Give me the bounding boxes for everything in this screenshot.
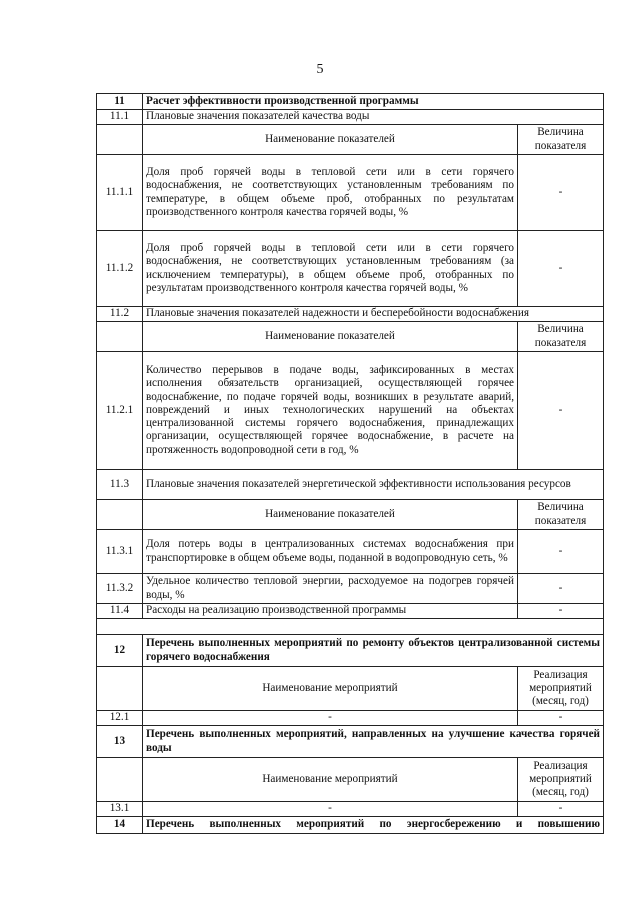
row-number: 13.1: [97, 802, 143, 817]
section-title: Плановые значения показателей надежности и бесперебойности водоснабжения: [143, 307, 604, 322]
indicator-row: [97, 231, 604, 307]
activity-row: [97, 711, 604, 726]
indicator-row: [97, 155, 604, 231]
indicator-text: Доля потерь воды в централизованных системах водоснабжения при транспортировке в общем объеме воды, поданной в водопроводную сеть, %: [143, 530, 518, 574]
page-number: 5: [316, 62, 324, 77]
section-11-4-row: [97, 604, 604, 619]
row-number: 13: [97, 726, 143, 758]
section-11-2-row: [97, 307, 604, 322]
row-number: 11.1.1: [97, 155, 143, 231]
column-header-row: [97, 322, 604, 352]
section-title: Плановые значения показателей энергетической эффективности использования ресурсов: [143, 470, 604, 500]
indicator-row: [97, 352, 604, 470]
indicator-row: [97, 574, 604, 604]
row-number: 11: [97, 94, 143, 110]
indicator-value: -: [518, 231, 604, 307]
header-name: Наименование показателей: [143, 500, 518, 530]
indicator-text: Доля проб горячей воды в тепловой сети или в сети горячего водоснабжения, не соответствующих установленным требованиям (за исключением температуры), в общем объеме проб, отобранных по результатам производственного контроля качества горячей воды, %: [143, 231, 518, 307]
header-name: Наименование показателей: [143, 322, 518, 352]
column-header-row: [97, 500, 604, 530]
empty-cell: [97, 125, 143, 155]
indicator-text: Количество перерывов в подаче воды, зафиксированных в местах исполнения обязательств организацией, осуществляющей горячее водоснабжение, по подаче горячей воды, возникших в результате аварий, повреждений и иных технологических нарушений на объектах централизованной системы горячего водоснабжения, принадлежащих организации, осуществляющей горячее водоснабжение, в расчете на протяженность водопроводной сети в год, %: [143, 352, 518, 470]
indicator-value: -: [518, 530, 604, 574]
row-number: 12: [97, 635, 143, 667]
row-number: 11.3: [97, 470, 143, 500]
header-value: Величина показателя: [518, 125, 604, 155]
header-value: Величина показателя: [518, 500, 604, 530]
header-name: Наименование показателей: [143, 125, 518, 155]
section-11-1-row: [97, 110, 604, 125]
section-title: Перечень выполненных мероприятий по ремонту объектов централизованной системы горячего водоснабжения: [143, 635, 604, 667]
report-title-row: [97, 619, 604, 635]
column-header-row: [97, 667, 604, 711]
section-title: Расчет эффективности производственной программы: [143, 94, 604, 110]
column-header-row: [97, 125, 604, 155]
empty-cell: [97, 667, 143, 711]
activity-row: [97, 802, 604, 817]
report-title: [97, 619, 604, 635]
row-number: 11.1: [97, 110, 143, 125]
indicator-value: -: [518, 155, 604, 231]
section-13-row: [97, 726, 604, 758]
activity-name: -: [143, 802, 518, 817]
header-value: Реализация мероприятий (месяц, год): [518, 758, 604, 802]
section-title: Плановые значения показателей качества воды: [143, 110, 604, 125]
indicator-text: Доля проб горячей воды в тепловой сети или в сети горячего водоснабжения, не соответствующих установленным требованиям по температуре, в общем объеме проб, отобранных по результатам производственного контроля качества горячей воды, %: [143, 155, 518, 231]
section-11-row: [97, 94, 604, 110]
header-name: Наименование мероприятий: [143, 667, 518, 711]
empty-cell: [97, 500, 143, 530]
header-name: Наименование мероприятий: [143, 758, 518, 802]
section-title: Перечень выполненных мероприятий, направленных на улучшение качества горячей воды: [143, 726, 604, 758]
indicator-text: Расходы на реализацию производственной программы: [143, 604, 518, 619]
row-number: 12.1: [97, 711, 143, 726]
section-14-row: [97, 817, 604, 834]
empty-cell: [97, 758, 143, 802]
row-number: 11.1.2: [97, 231, 143, 307]
row-number: 11.3.1: [97, 530, 143, 574]
program-table: [96, 93, 604, 834]
row-number: 11.2.1: [97, 352, 143, 470]
row-number: 11.3.2: [97, 574, 143, 604]
empty-cell: [97, 322, 143, 352]
header-value: Величина показателя: [518, 322, 604, 352]
section-title: Перечень выполненных мероприятий по энергосбережению и повышению: [143, 817, 604, 834]
header-value: Реализация мероприятий (месяц, год): [518, 667, 604, 711]
row-number: 14: [97, 817, 143, 834]
indicator-text: Удельное количество тепловой энергии, расходуемое на подогрев горячей воды, %: [143, 574, 518, 604]
row-number: 11.4: [97, 604, 143, 619]
indicator-value: -: [518, 352, 604, 470]
column-header-row: [97, 758, 604, 802]
activity-name: -: [143, 711, 518, 726]
section-11-3-row: [97, 470, 604, 500]
indicator-row: [97, 530, 604, 574]
activity-date: -: [518, 711, 604, 726]
row-number: 11.2: [97, 307, 143, 322]
indicator-value: -: [518, 604, 604, 619]
section-12-row: [97, 635, 604, 667]
activity-date: -: [518, 802, 604, 817]
indicator-value: -: [518, 574, 604, 604]
